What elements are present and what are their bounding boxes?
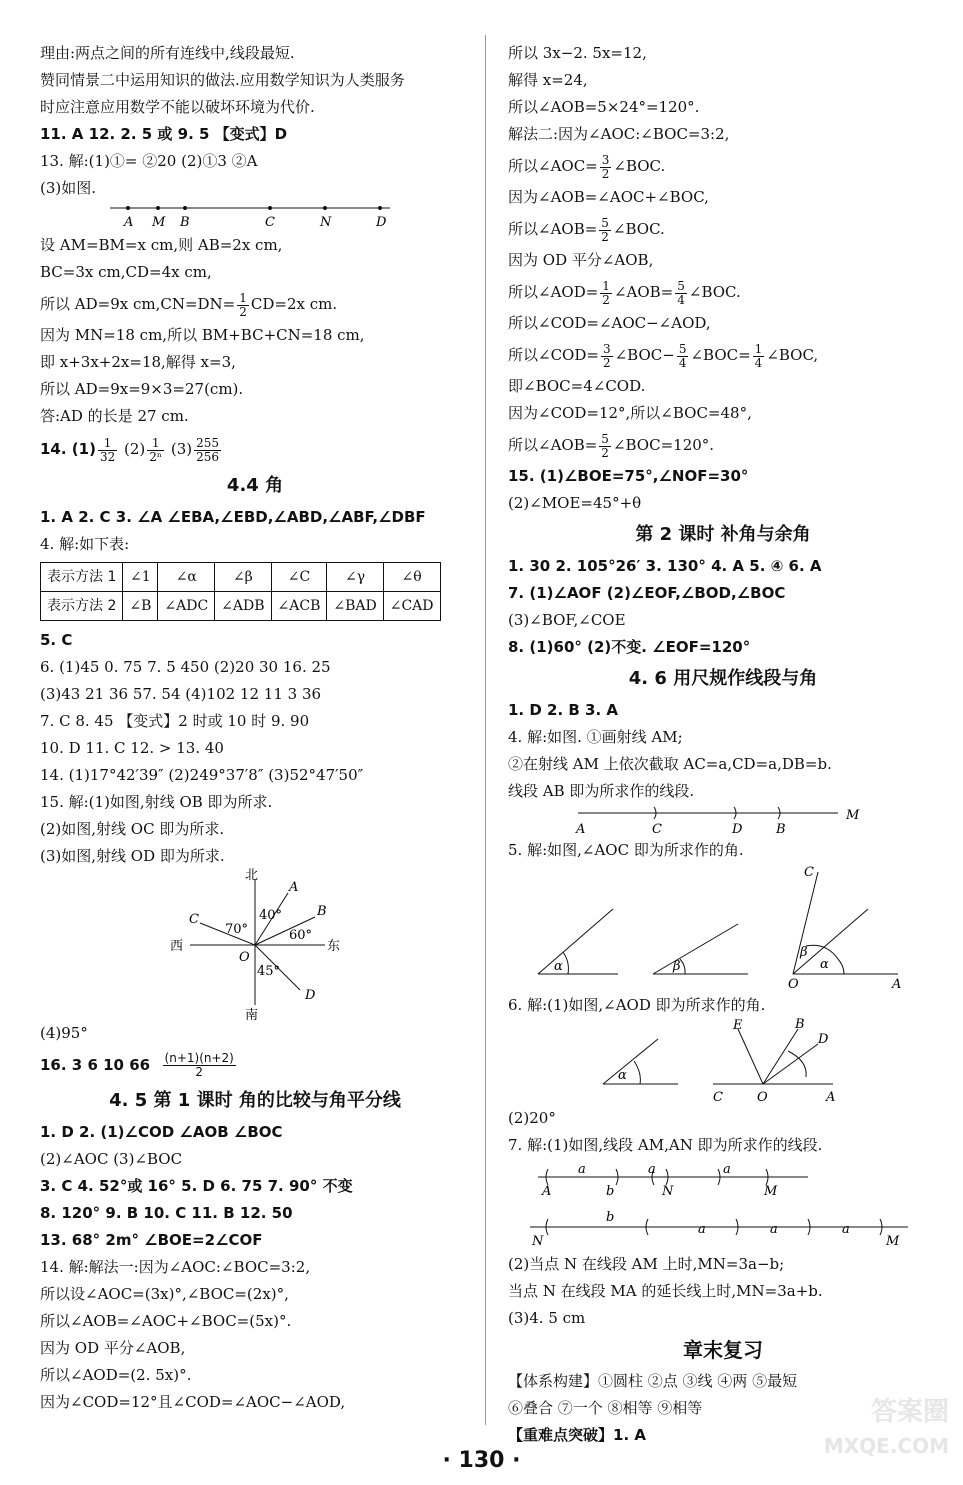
- section-title: 4. 6 用尺规作线段与角: [628, 668, 818, 689]
- point-label: M: [846, 808, 860, 823]
- answer-line: (3)43 21 36 57. 54 (4)102 12 11 3 36: [40, 685, 322, 703]
- point-label: A: [542, 1184, 552, 1199]
- answer-line: (2)∠AOC (3)∠BOC: [40, 1150, 183, 1168]
- angle-label: α: [554, 959, 563, 974]
- text-line: 所以 AD=9x cm,CN=DN= $\frac{1}{2}$ CD=2x cm.: [40, 290, 338, 319]
- point-label: C: [804, 865, 814, 880]
- point-label: A: [124, 215, 134, 230]
- answer-line: 8. 120° 9. B 10. C 11. B 12. 50: [40, 1204, 293, 1222]
- point-label: B: [776, 822, 786, 837]
- point-label: N: [320, 215, 332, 230]
- page-number: · 130 ·: [442, 1448, 521, 1473]
- answer-line: 10. D 11. C 12. > 13. 40: [40, 739, 224, 757]
- text-line: 所以∠COD=∠AOC−∠AOD,: [508, 314, 711, 332]
- text-line: 即 x+3x+2x=18,解得 x=3,: [40, 353, 236, 371]
- text-line: 所以∠AOB= $\frac{5}{2}$ ∠BOC=120°.: [508, 431, 715, 460]
- section-title: 第 2 课时 补角与余角: [635, 524, 811, 545]
- text-line: 设 AM=BM=x cm,则 AB=2x cm,: [40, 236, 283, 254]
- point-label: M: [886, 1234, 900, 1249]
- text-line: 因为 OD 平分∠AOB,: [508, 251, 654, 269]
- watermark: [769, 1395, 949, 1475]
- point-label: D: [376, 215, 387, 230]
- angle-label: 70°: [225, 922, 249, 937]
- answer-line: (2)∠MOE=45°+θ: [508, 494, 642, 512]
- angle-representation-table: [40, 562, 441, 621]
- text-line: (4)95°: [40, 1024, 88, 1042]
- answer-line: 1. 30 2. 105°26′ 3. 130° 4. A 5. ④ 6. A: [508, 557, 822, 575]
- length-label: a: [842, 1222, 850, 1237]
- answer-line: 15. 解:(1)如图,射线 OB 即为所求.: [40, 793, 273, 811]
- text-line: 所以∠AOC= $\frac{3}{2}$ ∠BOC.: [508, 152, 666, 181]
- answer-line: 14. (1) $\frac{1}{32}$ (2) $\frac{1}{\text{2ⁿ}}$ (3) $\frac{255}{256}$: [40, 435, 219, 464]
- text-line: 所以 3x−2. 5x=12,: [508, 44, 647, 62]
- text-line: (2)如图,射线 OC 即为所求.: [40, 820, 225, 838]
- fraction: $\frac{5}{4}$: [678, 341, 687, 370]
- text-line: 所以 AD=9x=9×3=27(cm).: [40, 380, 244, 398]
- text-line: (2)当点 N 在线段 AM 上时,MN=3a−b;: [508, 1255, 785, 1273]
- direction-label: 东: [327, 939, 341, 954]
- column-divider: [485, 35, 486, 1425]
- text-line: BC=3x cm,CD=4x cm,: [40, 263, 212, 281]
- text-line: 即∠BOC=4∠COD.: [508, 377, 646, 395]
- text-line: 解得 x=24,: [508, 71, 588, 89]
- fraction: $\frac{3}{2}$: [602, 341, 611, 370]
- point-label: M: [152, 215, 166, 230]
- table-row: 表示方法 1 ∠1 ∠α ∠β ∠C ∠γ ∠θ: [41, 563, 441, 592]
- answer-line: 14. (1)17°42′39″ (2)249°37′8″ (3)52°47′50″: [40, 766, 364, 784]
- point-label: C: [189, 912, 199, 927]
- answer-line: 4. 解:如图. ①画射线 AM;: [508, 728, 683, 746]
- fraction: $\frac{3}{2}$: [601, 152, 610, 181]
- left-column: [40, 40, 470, 1416]
- section-title: 4. 5 第 1 课时 角的比较与角平分线: [109, 1090, 401, 1111]
- answer-line: 7. 解:(1)如图,线段 AM,AN 即为所求作的线段.: [508, 1136, 823, 1154]
- point-label: A: [826, 1090, 836, 1105]
- segment-figure: [40, 202, 387, 232]
- table-row: 表示方法 2 ∠B ∠ADC ∠ADB ∠ACB ∠BAD ∠CAD: [41, 592, 441, 621]
- angle-label: 40°: [259, 908, 283, 923]
- text-line: (2)20°: [508, 1109, 556, 1127]
- right-column: [508, 40, 938, 1449]
- answer-line: 7. (1)∠AOF (2)∠EOF,∠BOD,∠BOC: [508, 584, 786, 602]
- text-line: 所以∠AOB=∠AOC+∠BOC=(5x)°.: [40, 1312, 292, 1330]
- text-line: 所以∠COD= $\frac{3}{2}$ ∠BOC− $\frac{5}{4}$ ∠BOC= $\frac{1}{4}$ ∠BOC,: [508, 341, 819, 370]
- construction-figure-7: [508, 1159, 938, 1251]
- angle-label: β: [800, 945, 808, 960]
- point-label: C: [713, 1090, 723, 1105]
- watermark-text: 答案圈: [870, 1397, 949, 1427]
- angle-label: β: [673, 959, 681, 974]
- text-line: 时应注意应用数学不能以破坏环境为代价.: [40, 98, 315, 116]
- point-label: N: [662, 1184, 674, 1199]
- point-label: E: [733, 1018, 743, 1033]
- text-line: 因为∠AOB=∠AOC+∠BOC,: [508, 188, 709, 206]
- length-label: a: [698, 1222, 706, 1237]
- fraction: $\frac{1}{32}$: [99, 435, 116, 464]
- point-label: A: [289, 880, 299, 895]
- text-line: 所以∠AOB= $\frac{5}{2}$ ∠BOC.: [508, 215, 665, 244]
- point-label: O: [239, 950, 250, 965]
- point-label: B: [180, 215, 190, 230]
- text-line: (3)4. 5 cm: [508, 1309, 586, 1327]
- text-line: 解法二:因为∠AOC:∠BOC=3:2,: [508, 125, 730, 143]
- text-line: 所以∠AOD= $\frac{1}{2}$ ∠AOB= $\frac{5}{4}$ ∠BOC.: [508, 278, 741, 307]
- fraction: $\frac{1}{\text{2ⁿ}}$: [149, 435, 163, 464]
- angle-label: α: [820, 957, 829, 972]
- answer-line: 1. A 2. C 3. ∠A ∠EBA,∠EBD,∠ABD,∠ABF,∠DBF: [40, 508, 426, 526]
- angle-label: α: [618, 1068, 627, 1083]
- fraction: $\frac{255}{256}$: [196, 435, 219, 464]
- text-line: (3)如图,射线 OD 即为所求.: [40, 847, 225, 865]
- fraction: $\frac{(n+1)(n+2)}{2}$: [164, 1051, 234, 1079]
- text-line: 当点 N 在线段 MA 的延长线上时,MN=3a+b.: [508, 1282, 823, 1300]
- point-label: D: [732, 822, 743, 837]
- answer-line: 13. 解:(1)①= ②20 (2)①3 ②A: [40, 152, 258, 170]
- answer-line: 1. D 2. B 3. A: [508, 701, 619, 719]
- point-label: O: [788, 977, 799, 992]
- direction-label: 南: [245, 1008, 259, 1023]
- answer-line: ⑥叠合 ⑦一个 ⑧相等 ⑨相等: [508, 1399, 703, 1417]
- point-label: N: [532, 1234, 544, 1249]
- text-line: 所以∠AOB=5×24°=120°.: [508, 98, 700, 116]
- answer-line: 13. 68° 2m° ∠BOE=2∠COF: [40, 1231, 263, 1249]
- answer-line: 【体系构建】①圆柱 ②点 ③线 ④两 ⑤最短: [508, 1372, 798, 1390]
- fraction: $\frac{5}{2}$: [601, 215, 609, 244]
- text-line: 因为 MN=18 cm,所以 BM+BC+CN=18 cm,: [40, 326, 365, 344]
- length-label: a: [770, 1222, 778, 1237]
- point-label: B: [795, 1017, 805, 1032]
- answer-line: 5. 解:如图,∠AOC 即为所求作的角.: [508, 841, 744, 859]
- text-line: 因为 OD 平分∠AOB,: [40, 1339, 186, 1357]
- watermark-url: MXQE.COM: [823, 1434, 949, 1458]
- point-label: C: [652, 822, 662, 837]
- construction-figure-4: [508, 805, 938, 837]
- answer-line: 1. D 2. (1)∠COD ∠AOB ∠BOC: [40, 1123, 283, 1141]
- text-line: 因为∠COD=12°,所以∠BOC=48°,: [508, 404, 752, 422]
- length-label: b: [606, 1184, 615, 1199]
- construction-figure-6: [508, 1019, 938, 1105]
- construction-figure-5: [508, 864, 938, 992]
- angle-label: 60°: [289, 928, 313, 943]
- text-line: (3)如图.: [40, 179, 97, 197]
- answer-line: (3)∠BOF,∠COE: [508, 611, 626, 629]
- compass-figure: [40, 868, 470, 1023]
- length-label: b: [606, 1210, 615, 1225]
- direction-label: 北: [245, 868, 259, 883]
- point-label: A: [576, 822, 586, 837]
- point-label: B: [317, 904, 327, 919]
- answer-line: 6. 解:(1)如图,∠AOD 即为所求作的角.: [508, 996, 766, 1014]
- fraction: $\frac{5}{4}$: [677, 278, 685, 307]
- point-label: C: [265, 215, 275, 230]
- point-label: O: [757, 1090, 768, 1105]
- text-line: 线段 AB 即为所求作的线段.: [508, 782, 695, 800]
- text-line: 所以设∠AOC=(3x)°,∠BOC=(2x)°,: [40, 1285, 289, 1303]
- length-label: a: [723, 1162, 731, 1177]
- answer-line: 15. (1)∠BOE=75°,∠NOF=30°: [508, 467, 749, 485]
- fraction: $\frac{1}{4}$: [754, 341, 763, 370]
- point-label: A: [892, 977, 902, 992]
- answer-line: 【重难点突破】1. A: [508, 1426, 646, 1444]
- direction-label: 西: [170, 939, 184, 954]
- text-line: ②在射线 AM 上依次截取 AC=a,CD=a,DB=b.: [508, 755, 832, 773]
- point-label: D: [818, 1032, 829, 1047]
- fraction: $\frac{1}{2}$: [602, 278, 610, 307]
- section-title: 4.4 角: [226, 475, 284, 496]
- answer-line: 7. C 8. 45 【变式】2 时或 10 时 9. 90: [40, 712, 310, 730]
- point-label: M: [764, 1184, 778, 1199]
- length-label: a: [578, 1162, 586, 1177]
- answer-line: 16. 3 6 10 66 $\frac{(n+1)(n+2)}{2}$: [40, 1051, 234, 1079]
- answer-line: 4. 解:如下表:: [40, 535, 130, 553]
- point-label: D: [305, 988, 316, 1003]
- text-line: 所以∠AOD=(2. 5x)°.: [40, 1366, 192, 1384]
- text-line: 因为∠COD=12°且∠COD=∠AOC−∠AOD,: [40, 1393, 346, 1411]
- angle-label: 45°: [257, 964, 281, 979]
- text-line: 答:AD 的长是 27 cm.: [40, 407, 189, 425]
- answer-line: 8. (1)60° (2)不变. ∠EOF=120°: [508, 638, 751, 656]
- length-label: a: [648, 1162, 656, 1177]
- answer-line: 14. 解:解法一:因为∠AOC:∠BOC=3:2,: [40, 1258, 311, 1276]
- text-line: 理由:两点之间的所有连线中,线段最短.: [40, 44, 295, 62]
- answer-line: 6. (1)45 0. 75 7. 5 450 (2)20 30 16. 25: [40, 658, 331, 676]
- text-line: 赞同情景二中运用知识的做法.应用数学知识为人类服务: [40, 71, 405, 89]
- answer-line: 11. A 12. 2. 5 或 9. 5 【变式】D: [40, 125, 288, 143]
- fraction: $\frac{1}{2}$: [239, 290, 247, 319]
- answer-line: 5. C: [40, 631, 73, 649]
- section-title: 章末复习: [683, 1338, 763, 1362]
- fraction: $\frac{5}{2}$: [601, 431, 609, 460]
- answer-line: 3. C 4. 52°或 16° 5. D 6. 75 7. 90° 不变: [40, 1177, 353, 1195]
